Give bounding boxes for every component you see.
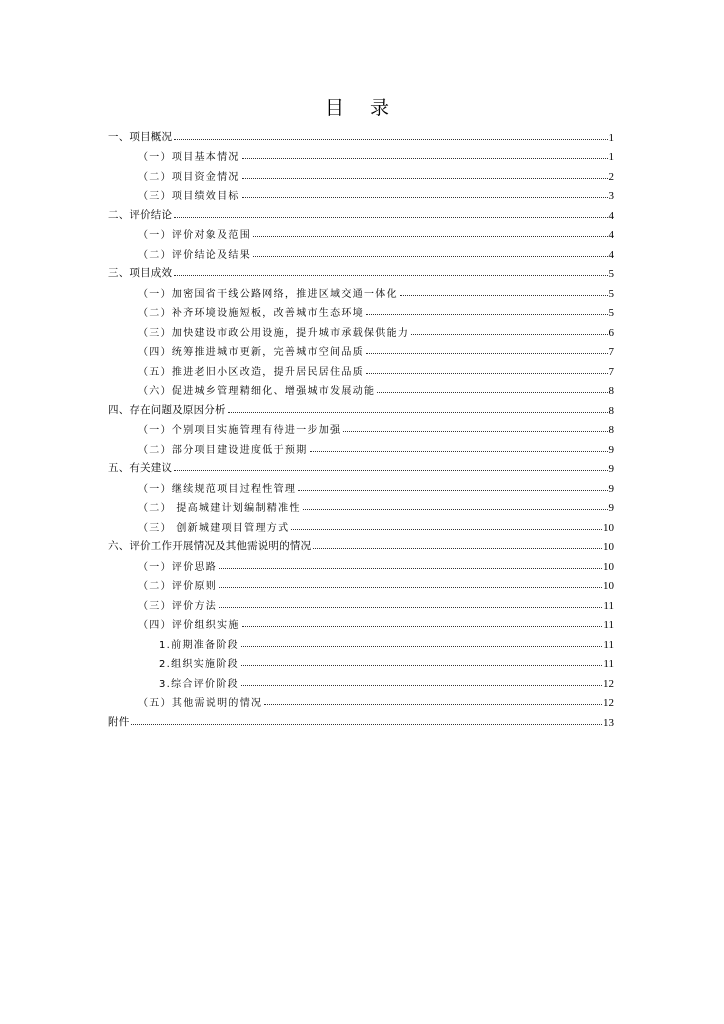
table-of-contents	[108, 124, 614, 729]
toc-entry-label: （二）评价原则	[138, 581, 218, 592]
toc-entry-page-number: 5	[608, 307, 614, 319]
toc-entry-label: （一）项目基本情况	[138, 152, 240, 163]
toc-entry[interactable]	[108, 436, 614, 456]
toc-entry[interactable]	[108, 670, 614, 690]
toc-entry[interactable]	[108, 222, 614, 242]
toc-entry-page-number: 10	[603, 560, 614, 573]
toc-entry-label: （一）评价对象及范围	[138, 230, 251, 241]
toc-entry[interactable]	[108, 514, 614, 534]
toc-entry[interactable]	[108, 456, 614, 476]
toc-entry[interactable]	[108, 319, 614, 339]
toc-entry-label: （二）评价结论及结果	[138, 249, 251, 261]
toc-entry-label: 一、项目概况	[108, 130, 173, 143]
toc-entry[interactable]	[108, 163, 614, 183]
dot-leader	[298, 490, 607, 491]
toc-entry-label: （四）评价组织实施	[138, 620, 240, 631]
toc-entry-page-number: 5	[608, 268, 614, 280]
toc-entry-label: 2.组织实施阶段	[159, 659, 239, 670]
toc-entry-label: 六、评价工作开展情况及其他需说明的情况	[108, 540, 312, 552]
toc-entry-page-number: 9	[608, 482, 614, 495]
toc-entry[interactable]	[108, 183, 614, 203]
toc-entry-label: （六）促进城乡管理精细化、增强城市发展动能	[138, 386, 376, 397]
toc-entry-label: 三、项目成效	[108, 267, 173, 279]
dot-leader	[174, 139, 607, 140]
dot-leader	[303, 509, 608, 510]
toc-entry-label: （五）推进老旧小区改造，提升居民居住品质	[138, 366, 364, 378]
toc-entry-page-number: 3	[608, 190, 614, 202]
toc-entry[interactable]	[108, 378, 614, 398]
toc-entry-page-number: 8	[608, 404, 614, 417]
toc-entry-page-number: 8	[608, 385, 614, 397]
dot-leader	[228, 412, 608, 413]
toc-entry-label: （三） 创新城建项目管理方式	[138, 522, 290, 534]
toc-entry-page-number: 7	[608, 365, 614, 378]
toc-entry[interactable]	[108, 300, 614, 320]
toc-entry-page-number: 7	[608, 346, 614, 358]
toc-entry[interactable]	[108, 339, 614, 359]
toc-entry-label: （一）评价思路	[138, 561, 218, 573]
dot-leader	[219, 607, 602, 608]
dot-leader	[241, 646, 602, 647]
toc-entry-page-number: 9	[608, 443, 614, 456]
toc-entry[interactable]	[108, 280, 614, 300]
dot-leader	[242, 197, 608, 198]
toc-entry[interactable]	[108, 475, 614, 495]
dot-leader	[242, 158, 608, 159]
toc-entry-label: 四、存在问题及原因分析	[108, 403, 226, 416]
dot-leader	[253, 236, 608, 237]
dot-leader	[366, 314, 608, 315]
toc-entry-label: （二） 提高城建计划编制精准性	[138, 503, 301, 514]
dot-leader	[366, 353, 608, 354]
toc-entry-label: （四）统筹推进城市更新，完善城市空间品质	[138, 347, 364, 358]
dot-leader	[291, 529, 602, 530]
toc-entry-label: 1.前期准备阶段	[159, 639, 239, 651]
dot-leader	[400, 295, 608, 296]
toc-entry-page-number: 6	[608, 326, 614, 339]
dot-leader	[310, 451, 608, 452]
dot-leader	[219, 568, 602, 569]
toc-entry[interactable]	[108, 534, 614, 554]
toc-entry-page-number: 13	[603, 716, 614, 729]
dot-leader	[242, 626, 603, 627]
dot-leader	[313, 548, 602, 549]
toc-entry-page-number: 10	[603, 541, 614, 553]
dot-leader	[366, 373, 608, 374]
dot-leader	[377, 392, 607, 393]
toc-entry-page-number: 11	[603, 619, 614, 631]
toc-entry[interactable]	[108, 358, 614, 378]
toc-entry[interactable]	[108, 261, 614, 281]
toc-entry[interactable]	[108, 417, 614, 437]
toc-entry[interactable]	[108, 651, 614, 671]
toc-entry-page-number: 11	[603, 638, 614, 651]
dot-leader	[411, 334, 607, 335]
toc-entry-page-number: 4	[608, 248, 614, 261]
toc-entry-label: （二）补齐环境设施短板，改善城市生态环境	[138, 308, 364, 319]
toc-entry-label: （一）继续规范项目过程性管理	[138, 483, 297, 495]
toc-entry-page-number: 10	[603, 521, 614, 534]
toc-entry[interactable]	[108, 709, 614, 729]
toc-entry-page-number: 2	[608, 170, 614, 183]
toc-entry[interactable]	[108, 612, 614, 632]
toc-entry[interactable]	[108, 124, 614, 144]
toc-entry[interactable]	[108, 144, 614, 164]
toc-entry-page-number: 1	[608, 131, 614, 144]
dot-leader	[131, 724, 602, 725]
toc-entry-page-number: 10	[603, 580, 614, 592]
toc-entry[interactable]	[108, 397, 614, 417]
dot-leader	[242, 178, 608, 179]
dot-leader	[174, 275, 607, 276]
toc-entry-page-number: 4	[608, 209, 614, 222]
toc-entry-label: （三）评价方法	[138, 600, 218, 612]
toc-entry-label: （五）其他需说明的情况	[138, 698, 263, 709]
dot-leader	[264, 704, 602, 705]
dot-leader	[174, 470, 607, 471]
toc-entry-page-number: 1	[608, 151, 614, 163]
dot-leader	[174, 217, 607, 218]
toc-entry[interactable]	[108, 553, 614, 573]
toc-entry[interactable]	[108, 592, 614, 612]
toc-entry[interactable]	[108, 631, 614, 651]
toc-entry[interactable]	[108, 495, 614, 515]
toc-entry[interactable]	[108, 202, 614, 222]
dot-leader	[253, 256, 608, 257]
toc-entry-page-number: 11	[603, 658, 614, 670]
toc-entry-page-number: 11	[603, 599, 614, 612]
toc-entry-label: （一）个别项目实施管理有待进一步加强	[138, 425, 342, 436]
toc-entry-label: （二）项目资金情况	[138, 171, 240, 183]
dot-leader	[219, 587, 602, 588]
toc-entry-label: （二）部分项目建设进度低于预期	[138, 444, 308, 456]
toc-entry-label: 3.综合评价阶段	[159, 678, 239, 690]
toc-entry[interactable]	[108, 573, 614, 593]
toc-entry-page-number: 4	[608, 229, 614, 241]
toc-entry-label: 二、评价结论	[108, 208, 173, 221]
toc-entry-page-number: 9	[608, 463, 614, 475]
toc-entry-label: 附件	[108, 715, 130, 728]
toc-entry-label: （三）项目绩效目标	[138, 191, 240, 202]
toc-entry[interactable]	[108, 690, 614, 710]
dot-leader	[343, 431, 607, 432]
dot-leader	[241, 685, 602, 686]
page-title: 目 录	[324, 97, 400, 119]
toc-entry-page-number: 12	[603, 697, 614, 709]
toc-entry-label: （三）加快建设市政公用设施，提升城市承载保供能力	[138, 327, 410, 339]
toc-entry[interactable]	[108, 241, 614, 261]
toc-entry-label: 五、有关建议	[108, 462, 173, 474]
toc-entry-label: （一）加密国省干线公路网络，推进区域交通一体化	[138, 288, 398, 300]
dot-leader	[241, 665, 602, 666]
toc-entry-page-number: 8	[608, 424, 614, 436]
toc-entry-page-number: 5	[608, 287, 614, 300]
toc-entry-page-number: 12	[603, 677, 614, 690]
toc-entry-page-number: 9	[608, 502, 614, 514]
